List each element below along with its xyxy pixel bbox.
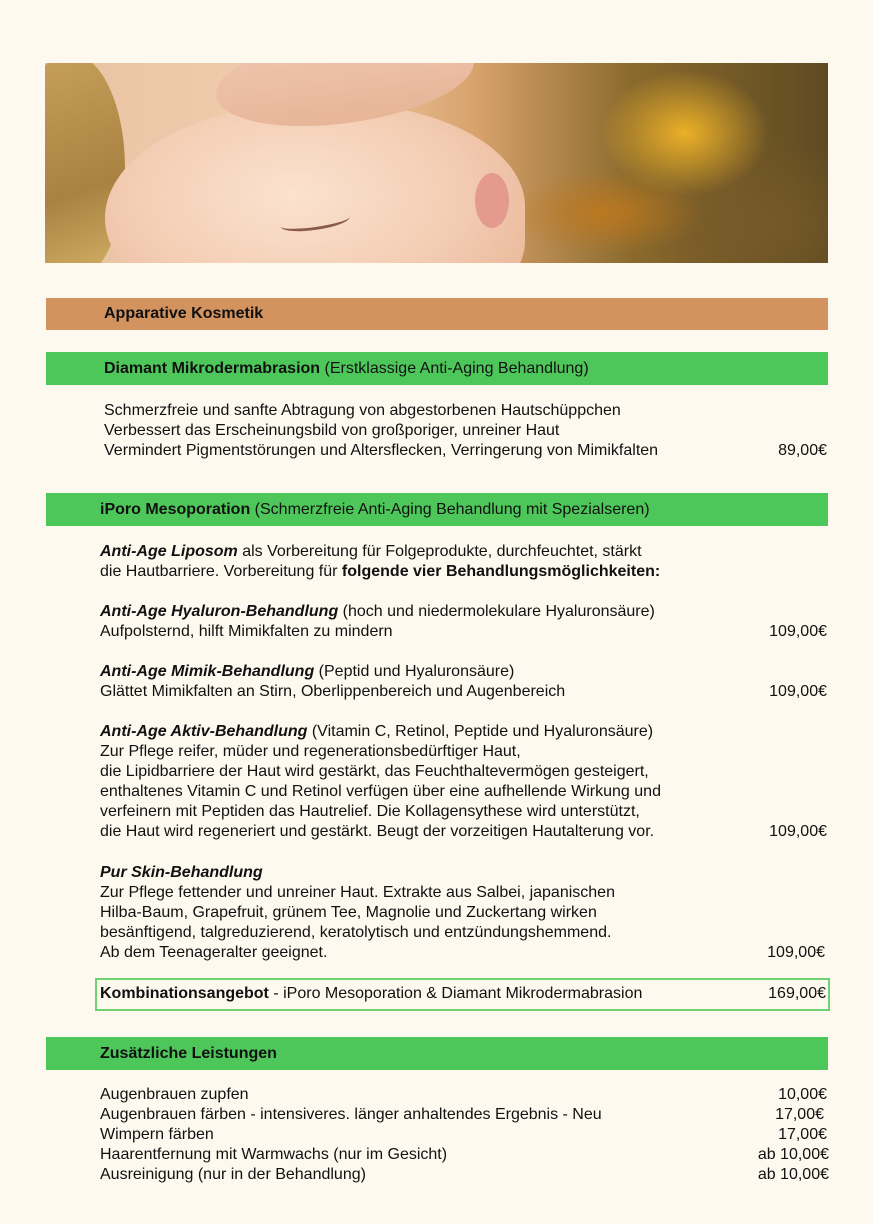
mimik-name: Anti-Age Mimik-Behandlung: [100, 663, 315, 680]
aktiv-line-1: Zur Pflege reifer, müder und regenerationsbedürftiger Haut,: [100, 743, 521, 760]
header-iporo: [46, 493, 828, 526]
liposom-text-2: die Hautbarriere. Vorbereitung für: [100, 563, 342, 580]
aktiv-line-5: die Haut wird regeneriert und gestärkt. Beugt der vorzeitigen Hautalterung vor.: [100, 823, 655, 840]
diamant-title: Diamant Mikrodermabrasion: [104, 360, 321, 377]
aktiv-line-4: verfeinern mit Peptiden das Hautrelief. Die Kollagensythese wird unterstützt,: [100, 803, 640, 820]
diamant-price: 89,00€: [778, 442, 827, 459]
liposom-line-2: [100, 562, 660, 582]
zusatz-item-label: Ausreinigung (nur in der Behandlung): [100, 1166, 366, 1183]
zusatz-item-price: 17,00€: [775, 1106, 824, 1123]
zusatz-item-label: Haarentfernung mit Warmwachs (nur im Gesicht): [100, 1146, 448, 1163]
hyaluron-desc: Aufpolsternd, hilft Mimikfalten zu mindern: [100, 623, 393, 640]
liposom-text: als Vorbereitung für Folgeprodukte, durchfeuchtet, stärkt: [237, 543, 642, 560]
zusatz-item-price: ab 10,00€: [757, 1166, 829, 1183]
zusatz-item-price: ab 10,00€: [757, 1146, 829, 1163]
kombination-price: 169,00€: [768, 985, 826, 1002]
purskin-line-1: Zur Pflege fettender und unreiner Haut. Extrakte aus Salbei, japanischen: [100, 884, 615, 901]
aktiv-rest: (Vitamin C, Retinol, Peptide und Hyaluronsäure): [307, 723, 654, 740]
purskin-line-3: besänftigend, talgreduzierend, keratolytisch und entzündungshemmend.: [100, 924, 612, 941]
mimik-price: 109,00€: [769, 683, 827, 700]
header-zusatz: [46, 1037, 828, 1070]
section-title: Apparative Kosmetik: [104, 305, 264, 322]
hyaluron-title-line: [100, 602, 655, 622]
aktiv-line-3: enthaltenes Vitamin C und Retinol verfügen über eine aufhellende Wirkung und: [100, 783, 661, 800]
section-header-apparative-kosmetik: [46, 298, 828, 330]
diamant-subtitle: (Erstklassige Anti-Aging Behandlung): [320, 360, 589, 377]
diamant-line-1: Schmerzfreie und sanfte Abtragung von abgestorbenen Hautschüppchen: [104, 402, 621, 419]
purskin-name: Pur Skin-Behandlung: [100, 864, 263, 881]
zusatz-item-price: 17,00€: [778, 1126, 827, 1143]
aktiv-title-line: [100, 722, 653, 742]
aktiv-price: 109,00€: [769, 823, 827, 840]
kombination-line: [100, 984, 642, 1004]
zusatz-item-label: Augenbrauen zupfen: [100, 1086, 249, 1103]
iporo-title: iPoro Mesoporation: [100, 501, 251, 518]
aktiv-line-2: die Lipidbarriere der Haut wird gestärkt, das Feuchthaltevermögen gesteigert,: [100, 763, 649, 780]
mimik-title-line: [100, 662, 514, 682]
lips-shape: [475, 173, 509, 228]
mimik-rest: (Peptid und Hyaluronsäure): [314, 663, 515, 680]
face-shape: [105, 103, 525, 263]
zusatz-item-label: Augenbrauen färben - intensiveres. länger anhaltendes Ergebnis - Neu: [100, 1106, 602, 1123]
purskin-price: 109,00€: [767, 944, 825, 961]
zusatz-title: Zusätzliche Leistungen: [100, 1045, 277, 1062]
liposom-bold: folgende vier Behandlungsmöglichkeiten:: [341, 563, 661, 580]
purskin-line-4: Ab dem Teenageralter geeignet.: [100, 944, 328, 961]
iporo-subtitle: (Schmerzfreie Anti-Aging Behandlung mit Spezialseren): [250, 501, 650, 518]
purskin-line-2: Hilba-Baum, Grapefruit, grünem Tee, Magnolie und Zuckertang wirken: [100, 904, 597, 921]
aktiv-name: Anti-Age Aktiv-Behandlung: [100, 723, 308, 740]
hyaluron-price: 109,00€: [769, 623, 827, 640]
liposom-line-1: [100, 542, 642, 562]
zusatz-item-label: Wimpern färben: [100, 1126, 214, 1143]
hyaluron-rest: (hoch und niedermolekulare Hyaluronsäure): [338, 603, 655, 620]
mimik-desc: Glättet Mimikfalten an Stirn, Oberlippenbereich und Augenbereich: [100, 683, 566, 700]
hyaluron-name: Anti-Age Hyaluron-Behandlung: [100, 603, 339, 620]
diamant-line-3: Vermindert Pigmentstörungen und Altersflecken, Verringerung von Mimikfalten: [104, 442, 659, 459]
hero-photo: [45, 63, 828, 263]
kombination-title: Kombinationsangebot: [100, 985, 269, 1002]
diamant-line-2: Verbessert das Erscheinungsbild von großporiger, unreiner Haut: [104, 422, 560, 439]
kombination-text: - iPoro Mesoporation & Diamant Mikrodermabrasion: [268, 985, 643, 1002]
liposom-name: Anti-Age Liposom: [100, 543, 238, 560]
header-diamant: [46, 352, 828, 385]
zusatz-item-price: 10,00€: [778, 1086, 827, 1103]
